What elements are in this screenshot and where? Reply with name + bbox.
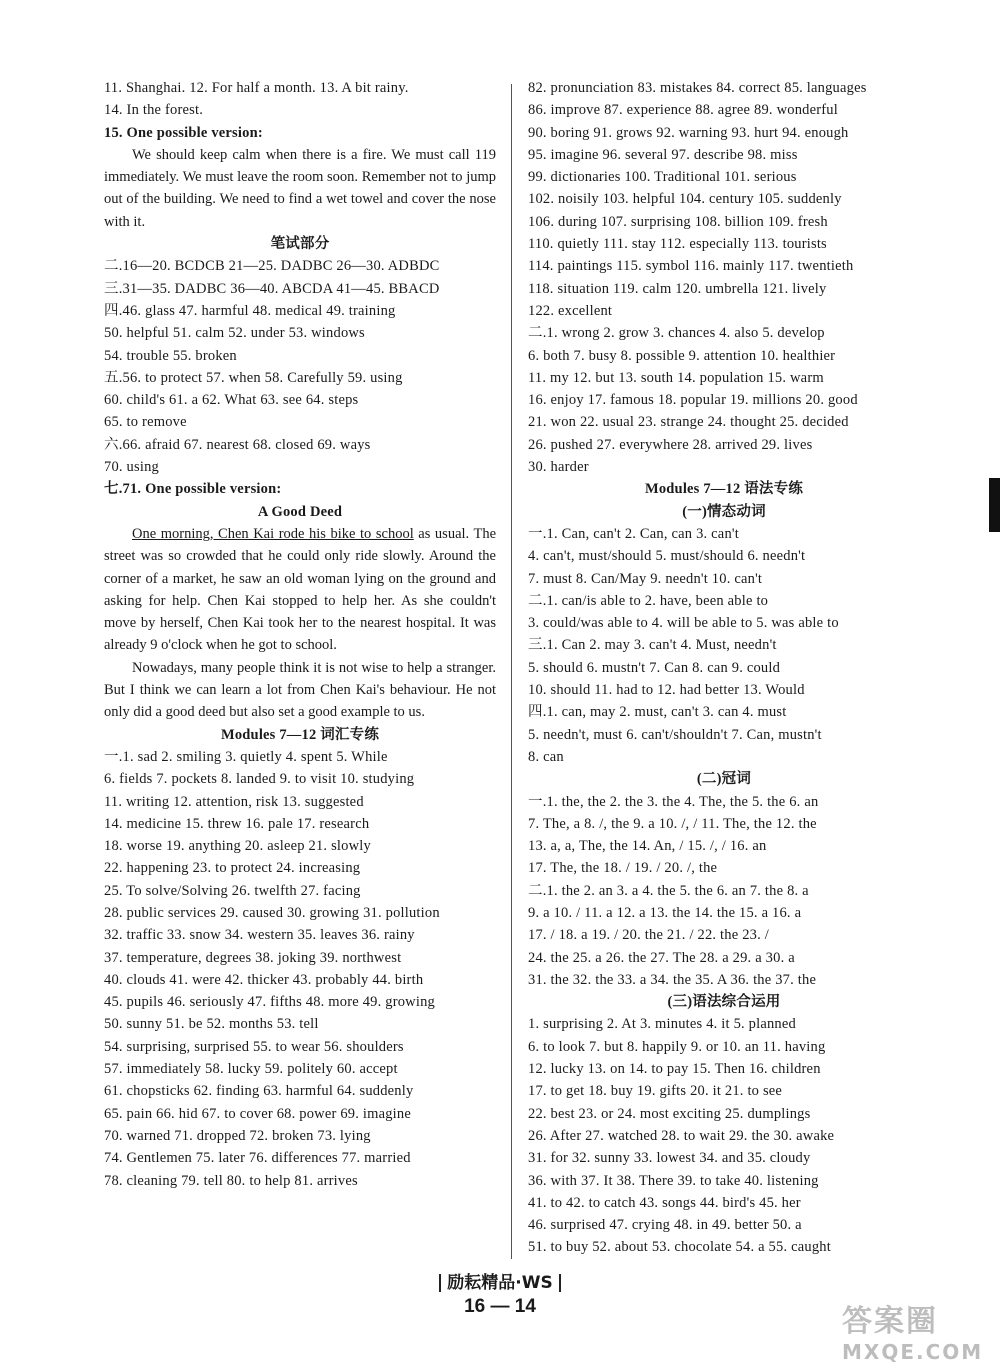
grammar-list (528, 791, 920, 992)
answer-line: 57. immediately 58. lucky 59. politely 60. accept (104, 1061, 398, 1078)
answer-line: 17. The, the 18. / 19. / 20. /, the (528, 860, 718, 877)
answer-line: 一.1. Can, can't 2. Can, can 3. can't (528, 525, 739, 542)
answer-line: 14. In the forest. (104, 102, 204, 119)
answer-line: 106. during 107. surprising 108. billion 109. fresh (528, 213, 828, 230)
answer-line: 一.1. sad 2. smiling 3. quietly 4. spent 5. While (104, 748, 388, 765)
section-title: Modules 7—12 词汇专练 (220, 726, 380, 743)
answer-line: 四.1. can, may 2. must, can't 3. can 4. must (528, 704, 787, 721)
answer-line: 二.1. the 2. an 3. a 4. the 5. the 6. an 7. the 8. a (528, 882, 809, 899)
answer-line: 37. temperature, degrees 38. joking 39. northwest (104, 949, 402, 966)
answer-line: 122. excellent (528, 302, 613, 319)
grammar-list (528, 1013, 920, 1258)
right-column (528, 77, 920, 1259)
answer-line: 16. enjoy 17. famous 18. popular 19. millions 20. good (528, 392, 858, 409)
watermark-logo (842, 1296, 992, 1364)
answer-line: 14. medicine 15. threw 16. pale 17. research (104, 815, 370, 832)
answer-line: 22. happening 23. to protect 24. increasing (104, 860, 361, 877)
answer-line: 二.1. wrong 2. grow 3. chances 4. also 5. develop (528, 325, 825, 342)
answer-line: 74. Gentlemen 75. later 76. differences 77. married (104, 1150, 411, 1167)
answer-line: 60. child's 61. a 62. What 63. see 64. steps (104, 392, 359, 409)
answer-line: 13. a, a, The, the 14. An, / 15. /, / 16. an (528, 838, 767, 855)
answer-line: 五.56. to protect 57. when 58. Carefully 59. using (104, 369, 403, 386)
answer-line: 45. pupils 46. seriously 47. fifths 48. more 49. growing (104, 994, 435, 1011)
vocab-list (528, 77, 920, 478)
answer-line: 11. my 12. but 13. south 14. population 15. warm (528, 369, 824, 386)
answer-line: 1. surprising 2. At 3. minutes 4. it 5. planned (528, 1016, 796, 1033)
answer-line: 5. needn't, must 6. can't/shouldn't 7. Can, mustn't (528, 726, 822, 743)
essay-paragraph (104, 523, 496, 657)
answer-line: 31. the 32. the 33. a 34. the 35. A 36. the 37. the (528, 971, 817, 988)
subsection-title: (一)情态动词 (682, 503, 766, 520)
watermark-url: MXQE.COM (842, 1340, 984, 1364)
answer-line: 10. should 11. had to 12. had better 13. Would (528, 682, 805, 699)
answer-line: 3. could/was able to 4. will be able to 5. was able to (528, 615, 839, 632)
answer-line: 78. cleaning 79. tell 80. to help 81. arrives (104, 1172, 358, 1189)
subsection-title: (三)语法综合运用 (667, 994, 781, 1011)
answer-line: 17. to get 18. buy 19. gifts 20. it 21. to see (528, 1083, 783, 1100)
answer-line: 7. must 8. Can/May 9. needn't 10. can't (528, 570, 763, 587)
essay-paragraph: We should keep calm when there is a fire. We must call 119 immediately. We must leave the room soon. Remember not to jump out of the building. We need to find a wet towel and cover the nose with it. (104, 146, 496, 230)
essay-title: A Good Deed (257, 503, 343, 520)
answer-line: 65. to remove (104, 414, 187, 431)
answer-line: 114. paintings 115. symbol 116. mainly 117. twentieth (528, 258, 854, 275)
answer-line: 50. sunny 51. be 52. months 53. tell (104, 1016, 319, 1033)
grammar-list (528, 523, 920, 768)
section-title: 笔试部分 (270, 236, 330, 253)
vocab-list (104, 746, 496, 1192)
answer-line: 8. can (528, 748, 564, 765)
answer-line: 65. pain 66. hid 67. to cover 68. power 69. imagine (104, 1105, 411, 1122)
answer-line: 70. warned 71. dropped 72. broken 73. lying (104, 1127, 371, 1144)
answer-line: 三.31—35. DADBC 36—40. ABCDA 41—45. BBACD (104, 280, 440, 297)
answer-line: 51. to buy 52. about 53. chocolate 54. a 55. caught (528, 1239, 831, 1256)
answer-heading: 15. One possible version: (104, 124, 263, 141)
answer-line: 86. improve 87. experience 88. agree 89. wonderful (528, 102, 838, 119)
answer-line: 三.1. Can 2. may 3. can't 4. Must, needn't (528, 637, 777, 654)
answer-line: 二.1. can/is able to 2. have, been able to (528, 592, 769, 609)
brand-footer (0, 1268, 1000, 1293)
answer-line: 26. pushed 27. everywhere 28. arrived 29. lives (528, 436, 813, 453)
answer-line: 24. the 25. a 26. the 27. The 28. a 29. a 30. a (528, 949, 795, 966)
answer-line: 46. surprised 47. crying 48. in 49. better 50. a (528, 1217, 802, 1234)
answer-line: 40. clouds 41. were 42. thicker 43. probably 44. birth (104, 971, 424, 988)
answer-line: 一.1. the, the 2. the 3. the 4. The, the 5. the 6. an (528, 793, 819, 810)
answer-line: 28. public services 29. caused 30. growing 31. pollution (104, 904, 440, 921)
answer-line: 18. worse 19. anything 20. asleep 21. slowly (104, 838, 371, 855)
answer-line: 5. should 6. mustn't 7. Can 8. can 9. could (528, 659, 781, 676)
answer-line: 12. lucky 13. on 14. to pay 15. Then 16. children (528, 1061, 821, 1078)
subsection-title: (二)冠词 (696, 771, 752, 788)
answer-heading: 七.71. One possible version: (104, 481, 282, 498)
essay-paragraph: Nowadays, many people think it is not wise to help a stranger. But I think we can learn a lot from Chen Kai's behaviour. He not only did a good deed but also set a good example to us. (104, 659, 496, 721)
answer-line: 110. quietly 111. stay 112. especially 113. tourists (528, 236, 827, 253)
left-column (104, 77, 496, 1192)
answer-line: 21. won 22. usual 23. strange 24. thought 25. decided (528, 414, 849, 431)
answer-line: 11. Shanghai. 12. For half a month. 13. A bit rainy. (104, 80, 409, 96)
answer-line: 22. best 23. or 24. most exciting 25. dumplings (528, 1105, 811, 1122)
answer-line: 31. for 32. sunny 33. lowest 34. and 35. cloudy (528, 1150, 811, 1167)
page-number: 16 — 14 (464, 1296, 536, 1317)
answer-line: 54. trouble 55. broken (104, 347, 237, 364)
essay-text: as usual. The street was so crowded that he could only ride slowly. Around the corner of a market, he saw an old woman lying on the ground and asking for help. Chen Kai stopped to help her. As she couldn't move by herself, Chen Kai took her to the nearest hospital. It was already 9 o'clock when he got to school. (104, 525, 497, 654)
answer-line: 32. traffic 33. snow 34. western 35. leaves 36. rainy (104, 927, 415, 944)
answer-line: 二.16—20. BCDCB 21—25. DADBC 26—30. ADBDC (104, 258, 440, 275)
answer-line: 7. The, a 8. /, the 9. a 10. /, / 11. The, the 12. the (528, 815, 817, 832)
answer-line: 6. to look 7. but 8. happily 9. or 10. an 11. having (528, 1038, 826, 1055)
answer-line: 25. To solve/Solving 26. twelfth 27. facing (104, 882, 361, 899)
answer-line: 30. harder (528, 459, 589, 476)
section-title: Modules 7—12 语法专练 (644, 481, 804, 498)
answer-line: 54. surprising, surprised 55. to wear 56. shoulders (104, 1038, 404, 1055)
answer-line: 102. noisily 103. helpful 104. century 105. suddenly (528, 191, 842, 208)
column-divider (511, 84, 512, 1259)
answer-line: 41. to 42. to catch 43. songs 44. bird's 45. her (528, 1194, 801, 1211)
answer-line: 6. both 7. busy 8. possible 9. attention 10. healthier (528, 347, 836, 364)
underlined-phrase: One morning, Chen Kai rode his bike to school (132, 525, 414, 542)
answer-line: 70. using (104, 459, 159, 476)
answer-line: 17. / 18. a 19. / 20. the 21. / 22. the 23. / (528, 927, 769, 944)
edge-tab-mark (989, 478, 1000, 532)
answer-line: 82. pronunciation 83. mistakes 84. correct 85. languages (528, 80, 867, 96)
answer-line: 四.46. glass 47. harmful 48. medical 49. training (104, 302, 396, 319)
answer-line: 36. with 37. It 38. There 39. to take 40. listening (528, 1172, 819, 1189)
answer-line: 95. imagine 96. several 97. describe 98. miss (528, 146, 798, 163)
answer-line: 90. boring 91. grows 92. warning 93. hurt 94. enough (528, 124, 849, 141)
answer-line: 6. fields 7. pockets 8. landed 9. to visit 10. studying (104, 771, 415, 788)
answer-line: 六.66. afraid 67. nearest 68. closed 69. ways (104, 436, 371, 453)
watermark-text: 答案圈 (842, 1304, 938, 1339)
brand-name: 励耘精品·WS (447, 1273, 553, 1293)
answer-line: 118. situation 119. calm 120. umbrella 121. lively (528, 280, 827, 297)
answer-line: 99. dictionaries 100. Traditional 101. serious (528, 169, 797, 186)
answer-line: 4. can't, must/should 5. must/should 6. needn't (528, 548, 806, 565)
answer-line: 9. a 10. / 11. a 12. a 13. the 14. the 15. a 16. a (528, 904, 802, 921)
answer-line: 50. helpful 51. calm 52. under 53. windows (104, 325, 365, 342)
answer-line: 61. chopsticks 62. finding 63. harmful 64. suddenly (104, 1083, 414, 1100)
answer-line: 11. writing 12. attention, risk 13. suggested (104, 793, 364, 810)
answer-line: 26. After 27. watched 28. to wait 29. the 30. awake (528, 1127, 835, 1144)
